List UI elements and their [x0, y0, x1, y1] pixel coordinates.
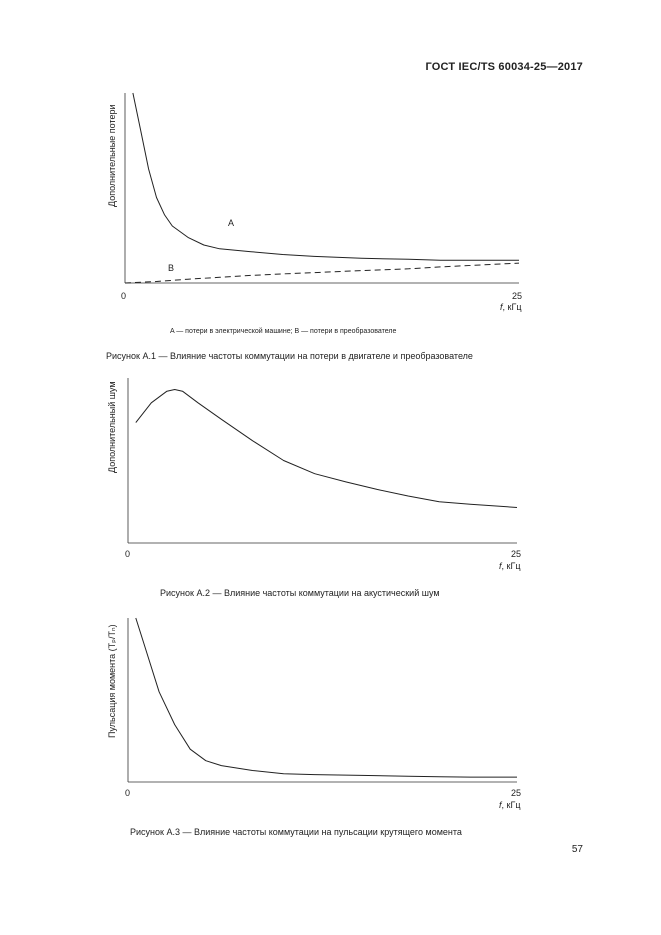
x-tick-label-max: 25	[511, 549, 522, 559]
figure-caption: Рисунок А.1 — Влияние частоты коммутации на потери в двигателе и преобразователе	[106, 351, 473, 361]
y-axis-label: Дополнительный шум	[107, 381, 117, 473]
x-axis-unit: f, кГц	[499, 561, 521, 571]
curve-label-b: B	[168, 263, 175, 273]
x-tick-label-max: 25	[511, 788, 522, 798]
figure-caption: Рисунок А.3 — Влияние частоты коммутации на пульсации крутящего момента	[130, 827, 462, 837]
document-header: ГОСТ IEC/TS 60034-25—2017	[425, 61, 583, 73]
x-tick-label-min: 0	[125, 549, 131, 559]
figure-caption: Рисунок А.2 — Влияние частоты коммутации на акустический шум	[160, 588, 440, 598]
x-axis-unit: f, кГц	[500, 302, 522, 312]
chart-legend: A — потери в электрической машине; B — потери в преобразователе	[170, 328, 397, 335]
x-axis-unit: f, кГц	[499, 800, 521, 810]
page-number: 57	[571, 844, 583, 855]
y-axis-label: Пульсация момента (Tₚ/Tₙ)	[107, 624, 117, 738]
x-tick-label-min: 0	[121, 291, 127, 301]
y-axis-label: Дополнительные потери	[107, 104, 117, 207]
curve-label-a: A	[228, 218, 235, 228]
x-tick-label-max: 25	[512, 291, 523, 301]
x-tick-label-min: 0	[125, 788, 131, 798]
series-line-ripple	[136, 618, 517, 777]
